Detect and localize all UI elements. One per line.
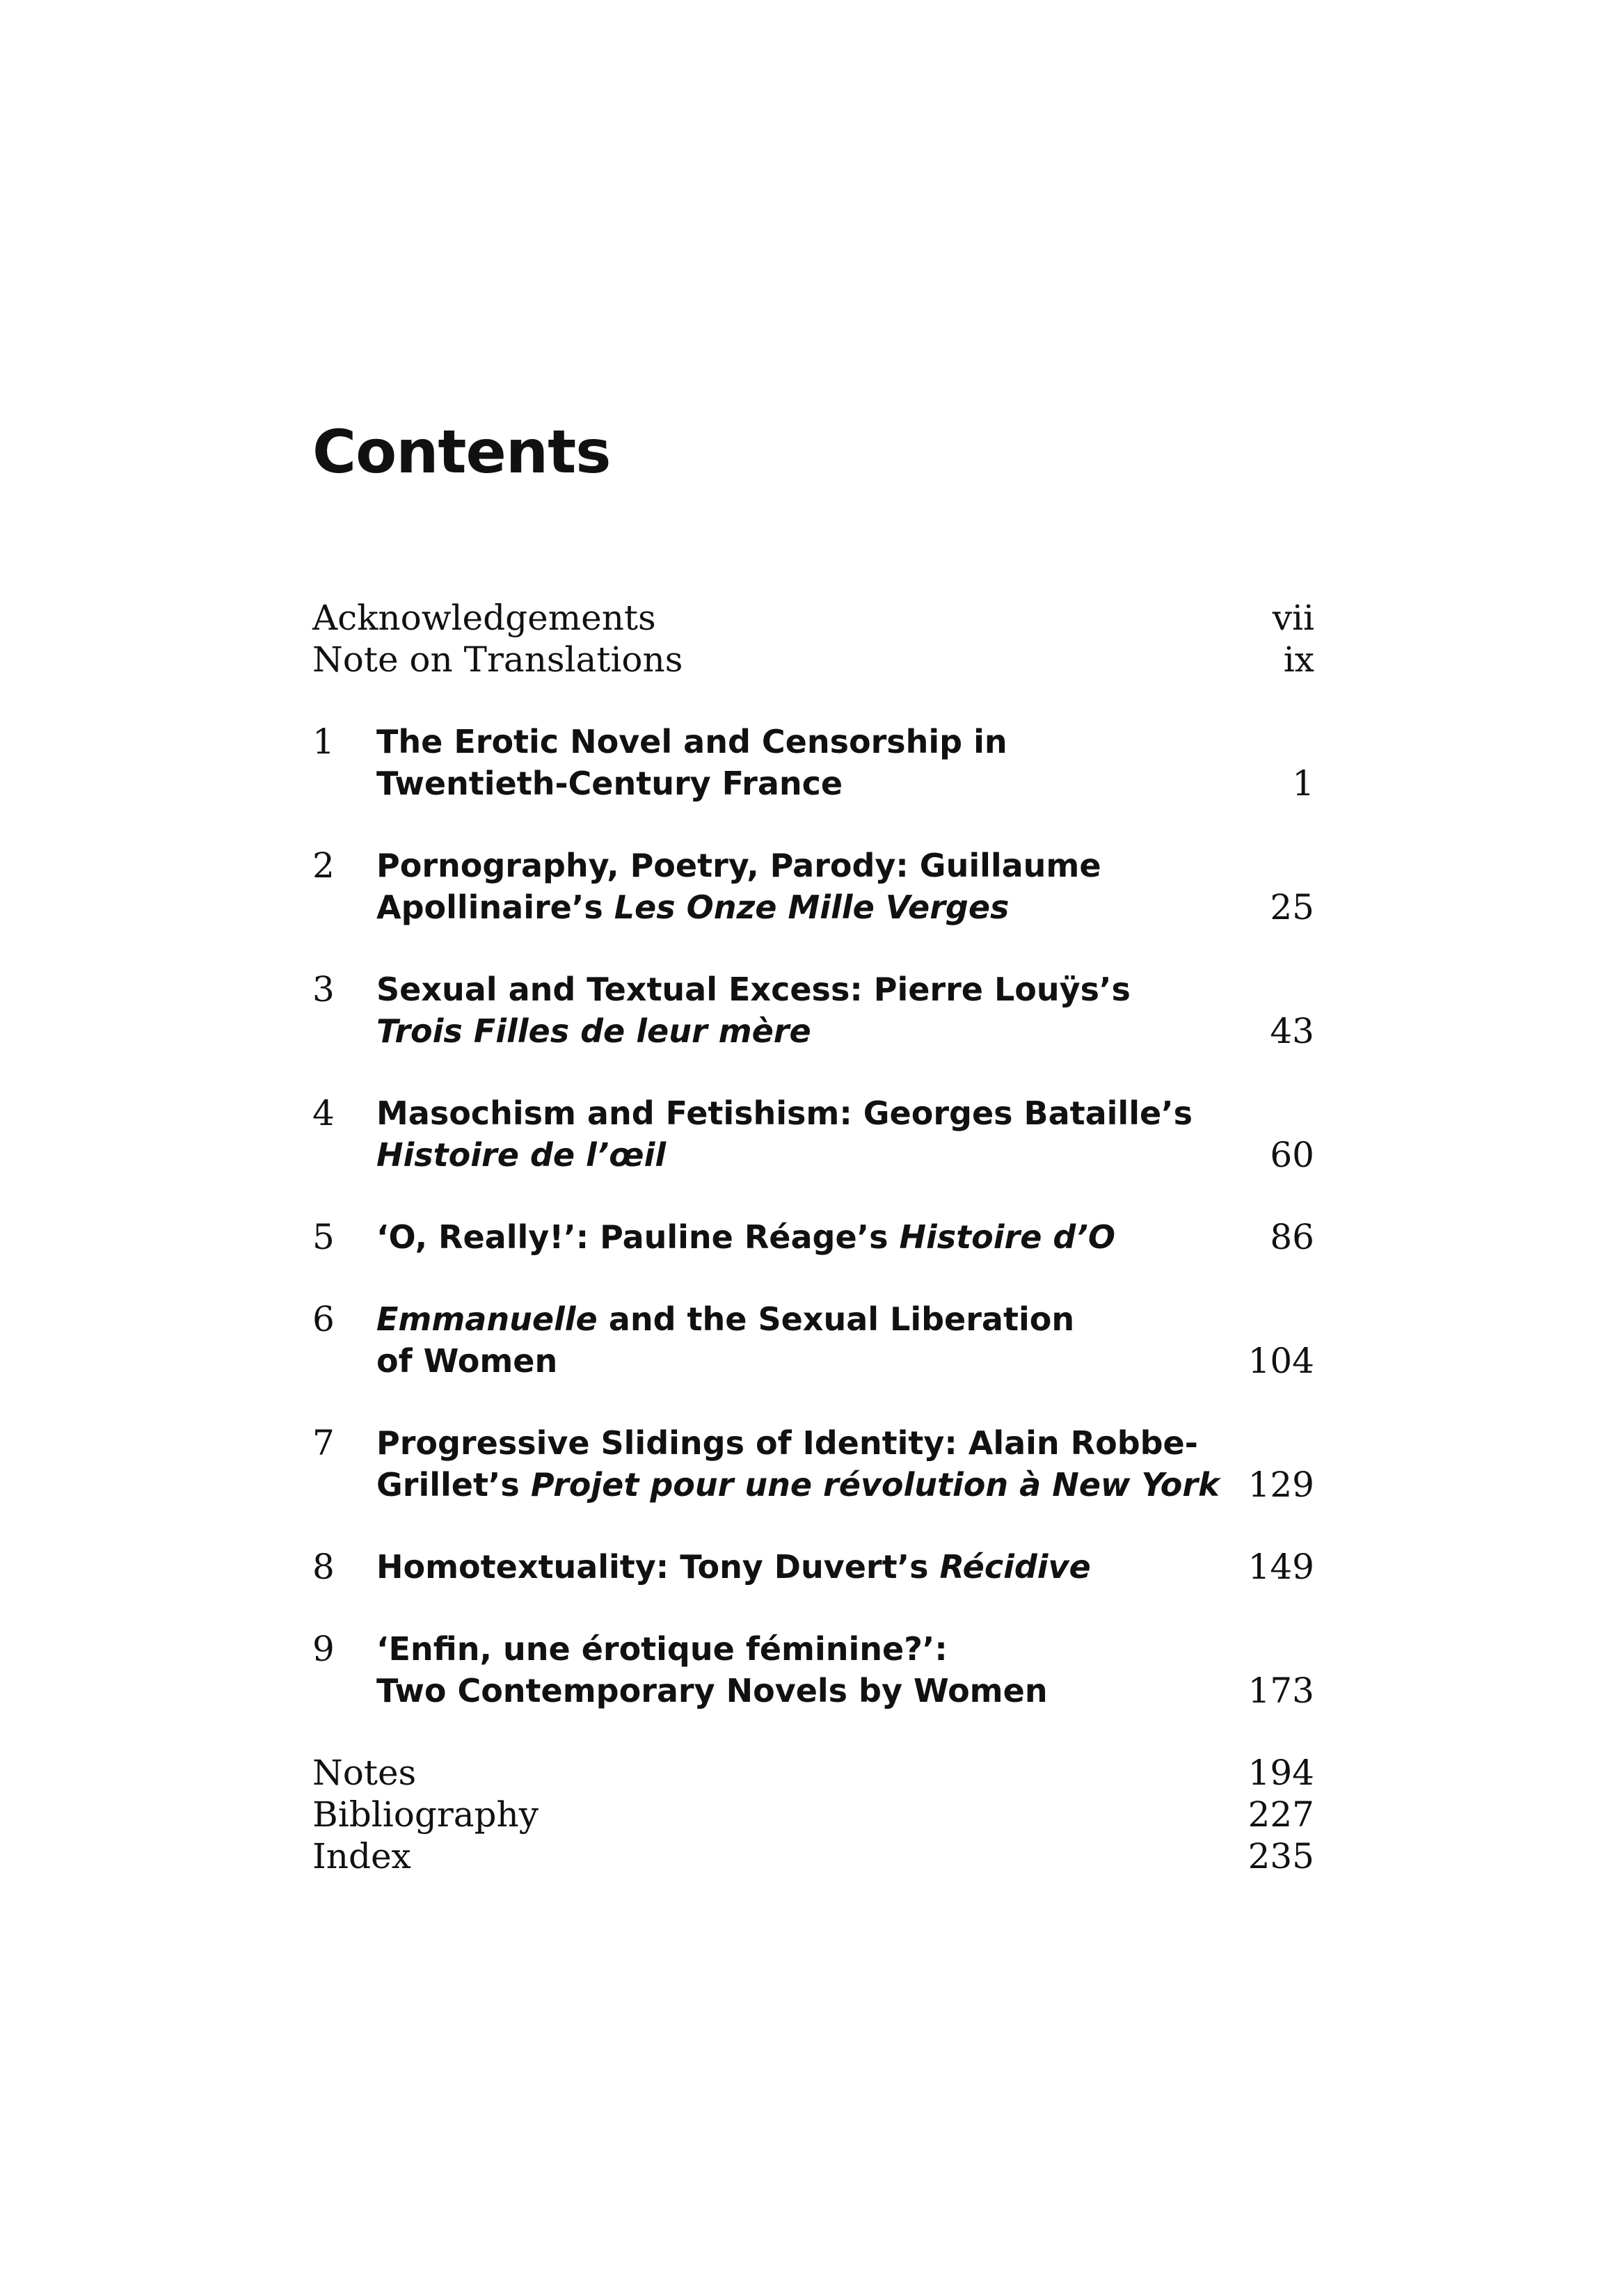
table-of-contents bbox=[312, 597, 1314, 1877]
chapter-number: 5 bbox=[312, 1217, 335, 1257]
chapter-title-italic: Emmanuelle bbox=[376, 1300, 598, 1338]
toc-entry-label: Acknowledgements bbox=[312, 598, 656, 638]
chapter-title bbox=[376, 721, 1314, 804]
chapter-title bbox=[376, 845, 1314, 928]
chapter-number: 3 bbox=[312, 969, 335, 1010]
chapter-title-italic: Trois Filles de leur mère bbox=[376, 1012, 811, 1050]
chapter-number: 6 bbox=[312, 1299, 335, 1339]
chapter-title-text: of Women bbox=[376, 1342, 558, 1380]
toc-chapter-7[interactable] bbox=[312, 1422, 1314, 1506]
chapter-title-text: ‘Enfin, une érotique féminine?’: bbox=[376, 1630, 948, 1668]
chapter-title-text: Apollinaire’s bbox=[376, 888, 614, 926]
toc-page-number: 227 bbox=[1248, 1794, 1314, 1835]
chapter-title-text: Grillet’s bbox=[376, 1466, 531, 1504]
toc-entry-label: Note on Translations bbox=[312, 639, 683, 680]
chapter-number: 4 bbox=[312, 1093, 335, 1133]
toc-page-number: vii bbox=[1272, 598, 1314, 638]
chapter-title-italic: Les Onze Mille Verges bbox=[614, 888, 1010, 926]
toc-page-number: 173 bbox=[1248, 1671, 1314, 1711]
chapter-title-text: The Erotic Novel and Censorship in bbox=[376, 723, 1007, 760]
chapter-title bbox=[376, 1546, 1314, 1588]
chapter-number: 7 bbox=[312, 1423, 335, 1463]
chapter-number: 2 bbox=[312, 845, 335, 886]
chapter-title-italic: Projet pour une révolution à New York bbox=[530, 1466, 1220, 1504]
toc-chapter-1[interactable] bbox=[312, 721, 1314, 804]
chapter-title-text: Two Contemporary Novels by Women bbox=[376, 1672, 1048, 1709]
chapter-title bbox=[376, 1422, 1314, 1506]
toc-entry-index[interactable] bbox=[312, 1835, 1314, 1877]
chapter-number: 9 bbox=[312, 1629, 335, 1669]
toc-entry-notes[interactable] bbox=[312, 1752, 1314, 1794]
chapter-title-text: Twentieth-Century France bbox=[376, 765, 843, 802]
toc-chapter-4[interactable] bbox=[312, 1092, 1314, 1176]
toc-page-number: 86 bbox=[1270, 1217, 1314, 1257]
chapter-title bbox=[376, 1628, 1314, 1712]
toc-page-number: 149 bbox=[1248, 1547, 1314, 1587]
toc-page-number: 25 bbox=[1270, 887, 1314, 927]
toc-page-number: 194 bbox=[1248, 1753, 1314, 1793]
toc-page-number: ix bbox=[1283, 639, 1314, 680]
chapter-title bbox=[376, 1216, 1314, 1258]
toc-page-number: 235 bbox=[1248, 1836, 1314, 1876]
toc-chapter-9[interactable] bbox=[312, 1628, 1314, 1712]
toc-page-number: 104 bbox=[1248, 1341, 1314, 1381]
page-title: Contents bbox=[312, 417, 611, 487]
toc-entry-bibliography[interactable] bbox=[312, 1794, 1314, 1835]
chapter-title-text: ‘O, Really!’: Pauline Réage’s bbox=[376, 1218, 900, 1256]
chapter-title-text: Pornography, Poetry, Parody: Guillaume bbox=[376, 847, 1101, 884]
chapter-title-text: Sexual and Textual Excess: Pierre Louÿs’s bbox=[376, 971, 1131, 1008]
toc-page-number: 129 bbox=[1248, 1465, 1314, 1505]
toc-entry-note-on-translations[interactable] bbox=[312, 639, 1314, 680]
chapter-title bbox=[376, 1298, 1314, 1382]
toc-chapter-3[interactable] bbox=[312, 968, 1314, 1052]
chapter-title-text: Progressive Slidings of Identity: Alain Robbe- bbox=[376, 1424, 1198, 1462]
chapter-title-italic: Récidive bbox=[939, 1548, 1091, 1586]
toc-entry-label: Index bbox=[312, 1836, 411, 1876]
chapter-title bbox=[376, 1092, 1314, 1176]
toc-chapter-2[interactable] bbox=[312, 845, 1314, 928]
chapter-title-text: Homotextuality: Tony Duvert’s bbox=[376, 1548, 940, 1586]
chapter-number: 1 bbox=[312, 722, 335, 762]
toc-entry-label: Bibliography bbox=[312, 1794, 539, 1835]
chapter-title-italic: Histoire de l’œil bbox=[376, 1136, 667, 1174]
chapter-title-text: Masochism and Fetishism: Georges Bataille’s bbox=[376, 1094, 1193, 1132]
toc-entry-label: Notes bbox=[312, 1753, 417, 1793]
toc-page-number: 43 bbox=[1270, 1011, 1314, 1051]
chapter-title-italic: Histoire d’O bbox=[899, 1218, 1115, 1256]
toc-entry-acknowledgements[interactable] bbox=[312, 597, 1314, 639]
toc-page-number: 1 bbox=[1292, 763, 1314, 804]
toc-chapter-8[interactable] bbox=[312, 1546, 1314, 1588]
chapter-title-text: and the Sexual Liberation bbox=[597, 1300, 1075, 1338]
toc-chapter-6[interactable] bbox=[312, 1298, 1314, 1382]
chapter-title bbox=[376, 968, 1314, 1052]
toc-chapter-5[interactable] bbox=[312, 1216, 1314, 1258]
chapter-number: 8 bbox=[312, 1547, 335, 1587]
toc-page-number: 60 bbox=[1270, 1135, 1314, 1175]
